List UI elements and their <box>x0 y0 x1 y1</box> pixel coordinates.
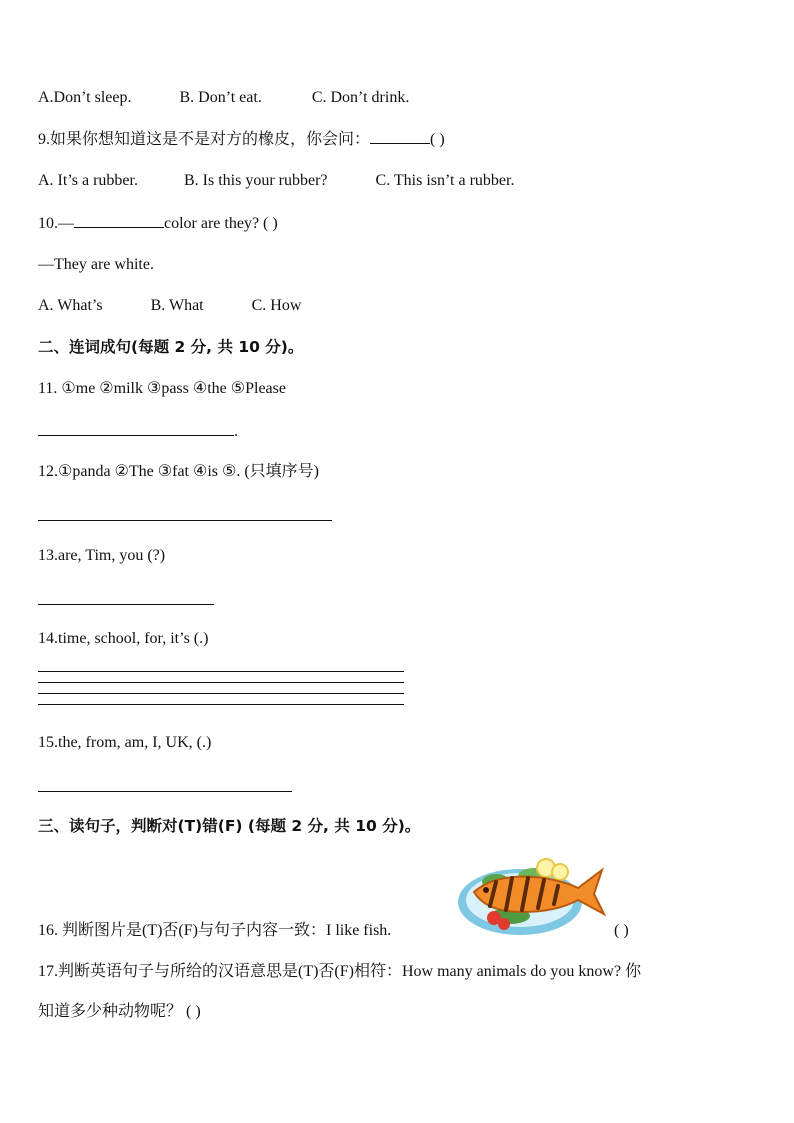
section-2-heading: 二、连词成句(每题 2 分, 共 10 分)。 <box>38 338 304 356</box>
q10-stem-line <box>38 213 278 234</box>
q14-answer-line-4[interactable] <box>38 704 404 705</box>
q13-text: 13.are, Tim, you (?) <box>38 547 166 564</box>
q8-option-c: C. Don’t drink. <box>311 89 410 106</box>
q13-answer-line[interactable] <box>38 604 214 605</box>
grilled-fish-plate-image <box>456 852 606 938</box>
q8-option-a: A.Don’t sleep. <box>38 89 132 106</box>
q11-answer-line <box>38 421 238 442</box>
q16-answer-paren[interactable]: ( ) <box>614 922 629 939</box>
q14-answer-line-1[interactable] <box>38 671 404 672</box>
q10-suffix: color are they? ( ) <box>164 215 278 232</box>
q17-line-1: 17.判断英语句子与所给的汉语意思是(T)否(F)相符：How many animals do you know? 你 <box>38 963 642 980</box>
q12-text: 12.①panda ②The ③fat ④is ⑤. (只填序号) <box>38 463 320 480</box>
q9-option-a: A. It’s a rubber. <box>38 172 138 189</box>
q10-option-c: C. How <box>251 297 302 314</box>
q16-text: 16. 判断图片是(T)否(F)与句子内容一致：I like fish. <box>38 922 392 939</box>
q10-option-b: B. What <box>150 297 204 314</box>
q10-option-a: A. What’s <box>38 297 103 314</box>
q14-text: 14.time, school, for, it’s (.) <box>38 630 209 647</box>
q11-text: 11. ①me ②milk ③pass ④the ⑤Please <box>38 380 286 397</box>
q16-line <box>38 921 391 941</box>
q9-option-c: C. This isn’t a rubber. <box>375 172 515 189</box>
q17-line-2[interactable]: 知道多少种动物呢？ ( ) <box>38 1003 201 1020</box>
q9-options <box>38 171 514 191</box>
q10-answer-blank[interactable] <box>74 213 164 228</box>
q11-answer-blank[interactable] <box>38 421 234 436</box>
q9-answer-blank[interactable] <box>370 129 430 144</box>
q9-paren: ( ) <box>430 131 445 148</box>
q15-text: 15.the, from, am, I, UK, (.) <box>38 734 212 751</box>
q11-period: . <box>234 423 238 440</box>
q12-answer-line[interactable] <box>38 520 332 521</box>
q10-answer: —They are white. <box>38 256 154 273</box>
section-3-heading: 三、读句子，判断对(T)错(F) (每题 2 分, 共 10 分)。 <box>38 817 421 835</box>
q10-options <box>38 296 301 316</box>
q8-options <box>38 88 409 108</box>
q14-answer-line-2[interactable] <box>38 682 404 683</box>
q10-prefix: 10.— <box>38 215 74 232</box>
q14-answer-line-3[interactable] <box>38 693 404 694</box>
q15-answer-line[interactable] <box>38 791 292 792</box>
q9-stem-line <box>38 129 445 150</box>
q9-option-b: B. Is this your rubber? <box>183 172 328 189</box>
q8-option-b: B. Don’t eat. <box>179 89 262 106</box>
q9-stem: 9.如果你想知道这是不是对方的橡皮，你会问： <box>38 131 371 148</box>
